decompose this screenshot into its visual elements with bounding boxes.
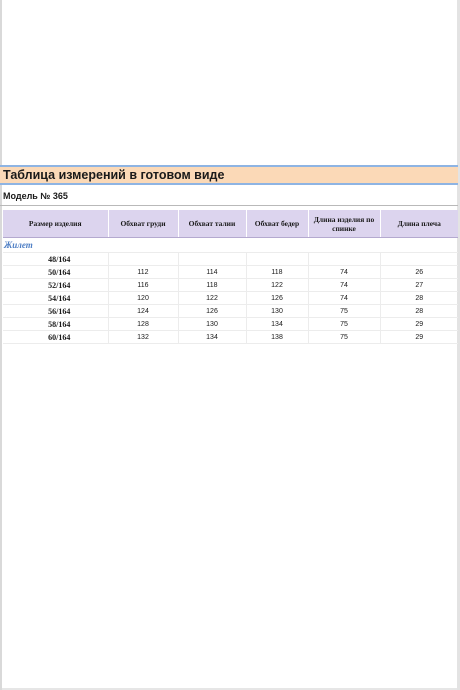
cell-back-length	[308, 253, 380, 266]
cell-size: 60/164	[3, 331, 108, 344]
cell-shoulder-length: 27	[380, 279, 458, 292]
cell-size: 54/164	[3, 292, 108, 305]
measurement-table-body	[3, 238, 458, 344]
cell-chest: 124	[108, 305, 178, 318]
table-row	[3, 253, 458, 266]
cell-waist: 134	[178, 331, 246, 344]
model-divider	[0, 205, 458, 206]
cell-shoulder-length: 29	[380, 331, 458, 344]
cell-waist: 126	[178, 305, 246, 318]
cell-back-length: 74	[308, 266, 380, 279]
table-row	[3, 292, 458, 305]
measurement-table	[3, 210, 458, 344]
table-row	[3, 279, 458, 292]
cell-back-length: 75	[308, 318, 380, 331]
cell-back-length: 74	[308, 292, 380, 305]
cell-hips: 118	[246, 266, 308, 279]
cell-shoulder-length	[380, 253, 458, 266]
column-header-hips: Обхват бедер	[246, 210, 308, 238]
header-row	[3, 210, 458, 238]
cell-hips: 126	[246, 292, 308, 305]
cell-chest: 128	[108, 318, 178, 331]
cell-shoulder-length: 29	[380, 318, 458, 331]
cell-waist: 122	[178, 292, 246, 305]
column-header-size: Размер изделия	[3, 210, 108, 238]
cell-back-length: 75	[308, 331, 380, 344]
cell-waist: 114	[178, 266, 246, 279]
cell-size: 52/164	[3, 279, 108, 292]
column-header-back-length: Длина изделия по спинке	[308, 210, 380, 238]
cell-shoulder-length: 28	[380, 305, 458, 318]
cell-back-length: 74	[308, 279, 380, 292]
cell-chest: 120	[108, 292, 178, 305]
cell-chest: 132	[108, 331, 178, 344]
cell-chest: 116	[108, 279, 178, 292]
cell-chest	[108, 253, 178, 266]
cell-size: 48/164	[3, 253, 108, 266]
cell-waist	[178, 253, 246, 266]
cell-size: 50/164	[3, 266, 108, 279]
column-header-chest: Обхват груди	[108, 210, 178, 238]
cell-back-length: 75	[308, 305, 380, 318]
cell-hips	[246, 253, 308, 266]
column-header-waist: Обхват талии	[178, 210, 246, 238]
cell-size: 58/164	[3, 318, 108, 331]
table-row	[3, 266, 458, 279]
section-row	[3, 238, 458, 253]
cell-shoulder-length: 28	[380, 292, 458, 305]
cell-hips: 122	[246, 279, 308, 292]
column-header-shoulder-length: Длина плеча	[380, 210, 458, 238]
cell-waist: 130	[178, 318, 246, 331]
table-row	[3, 331, 458, 344]
cell-hips: 134	[246, 318, 308, 331]
table-row	[3, 318, 458, 331]
cell-waist: 118	[178, 279, 246, 292]
model-label: Модель № 365	[3, 191, 68, 201]
page-left-edge	[0, 0, 2, 690]
table-row	[3, 305, 458, 318]
measurement-table-header	[3, 210, 458, 238]
cell-size: 56/164	[3, 305, 108, 318]
cell-hips: 138	[246, 331, 308, 344]
cell-shoulder-length: 26	[380, 266, 458, 279]
section-label: Жилет	[3, 238, 458, 253]
cell-chest: 112	[108, 266, 178, 279]
cell-hips: 130	[246, 305, 308, 318]
table-title: Таблица измерений в готовом виде	[0, 165, 458, 185]
